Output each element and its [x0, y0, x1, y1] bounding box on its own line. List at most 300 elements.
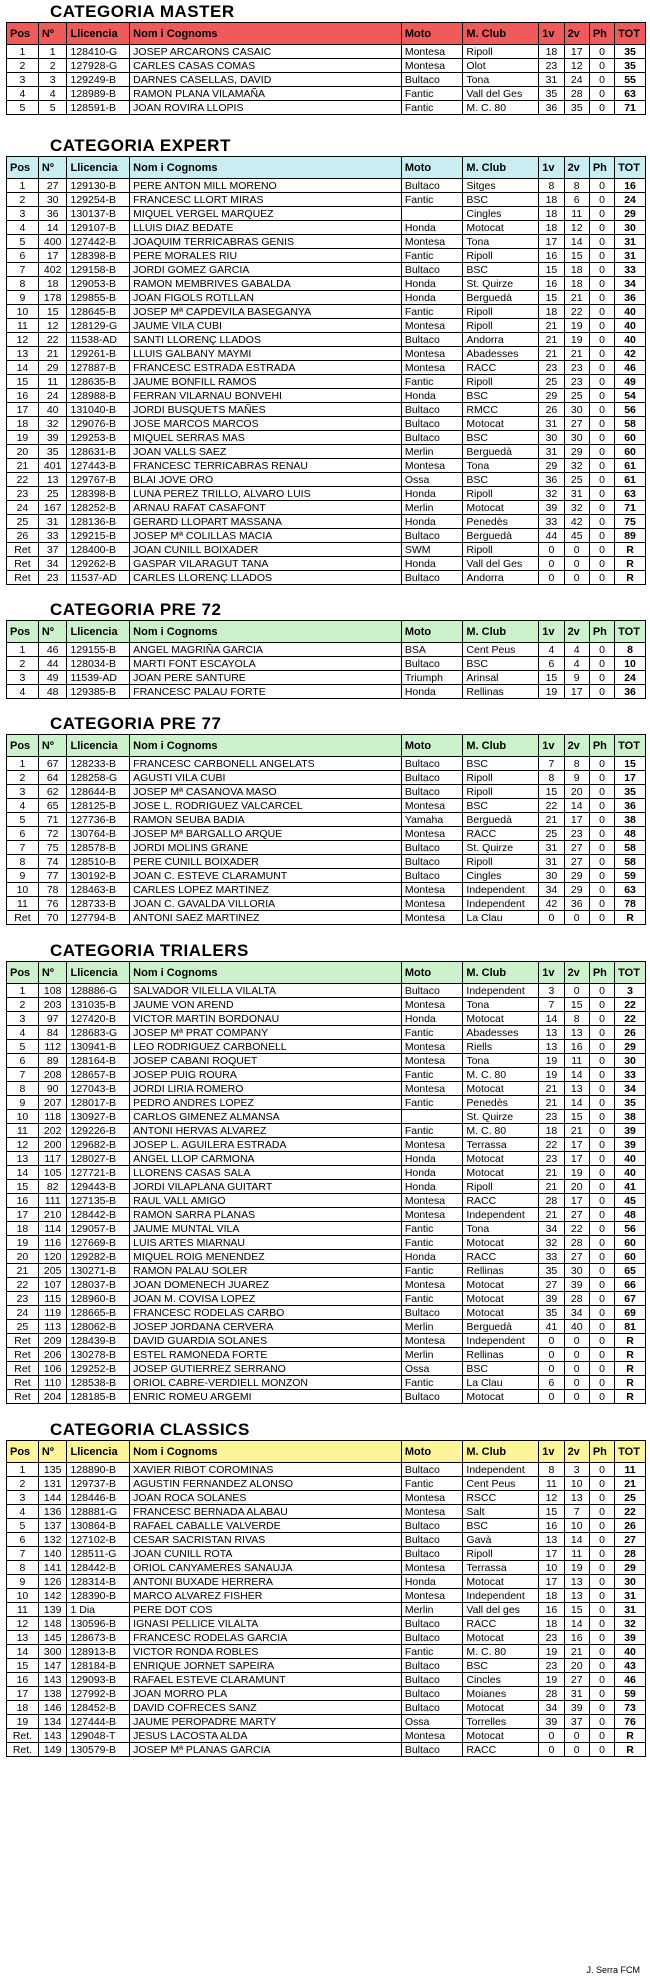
table-cell: Honda [401, 1152, 463, 1166]
table-cell: 19 [539, 1673, 564, 1687]
table-cell: 20 [7, 1250, 39, 1264]
table-cell: 8 [615, 643, 646, 657]
table-cell: 30 [615, 1575, 646, 1589]
table-row [7, 1166, 646, 1180]
table-cell: 0 [589, 207, 614, 221]
table-cell: LLUIS GALBANY MAYMI [130, 347, 402, 361]
table-cell: 30 [564, 1264, 589, 1278]
column-header: 2v [564, 1441, 589, 1463]
category-title: CATEGORIA TRIALERS [50, 941, 249, 960]
column-header: Pos [7, 157, 39, 179]
table-cell: 31 [564, 1687, 589, 1701]
table-cell: 1 [7, 1463, 39, 1477]
table-cell: 129215-B [67, 529, 130, 543]
table-cell: 29 [564, 445, 589, 459]
table-cell: BSC [463, 799, 539, 813]
column-header: 1v [539, 962, 564, 984]
table-cell: Arinsal [463, 671, 539, 685]
table-cell: 23 [7, 487, 39, 501]
table-cell: 6 [564, 193, 589, 207]
table-cell: Merlin [401, 501, 463, 515]
table-row [7, 1645, 646, 1659]
column-header: 2v [564, 621, 589, 643]
table-cell: 127443-B [67, 459, 130, 473]
table-cell: Fantic [401, 1068, 463, 1082]
column-header: Llicencia [67, 621, 130, 643]
table-cell: 17 [564, 1138, 589, 1152]
table-cell: R [615, 1348, 646, 1362]
table-cell: 33 [615, 263, 646, 277]
table-cell: 8 [7, 855, 39, 869]
table-cell: 28 [539, 1194, 564, 1208]
table-cell: 0 [589, 1547, 614, 1561]
table-cell: 2 [7, 59, 39, 73]
table-row [7, 1320, 646, 1334]
table-cell: 3 [539, 984, 564, 998]
table-cell: 8 [564, 1012, 589, 1026]
table-cell: JOSEP Mª CAPDEVILA BASEGANYA [130, 305, 402, 319]
table-cell: 29 [564, 869, 589, 883]
table-cell: 17 [7, 1208, 39, 1222]
table-cell: 36 [539, 473, 564, 487]
table-cell: Ret [7, 557, 39, 571]
table-cell: 23 [539, 361, 564, 375]
table-cell: 400 [38, 235, 67, 249]
table-row [7, 1236, 646, 1250]
table-cell: 30 [564, 403, 589, 417]
table-cell: 21 [615, 1477, 646, 1491]
table-cell: 128442-B [67, 1561, 130, 1575]
table-cell: JOSEP ARCARONS CASAIC [130, 45, 402, 59]
table-cell: 8 [7, 1561, 39, 1575]
table-cell: 23 [539, 1659, 564, 1673]
table-cell: JAUME VON AREND [130, 998, 402, 1012]
table-cell: 0 [589, 417, 614, 431]
table-cell: 130192-B [67, 869, 130, 883]
table-cell: 0 [539, 571, 564, 585]
table-cell: 128913-B [67, 1645, 130, 1659]
column-header: Nº [38, 23, 67, 45]
table-cell: 127736-B [67, 813, 130, 827]
table-cell: 40 [615, 1645, 646, 1659]
table-cell: Bultaco [401, 1547, 463, 1561]
column-header: Pos [7, 621, 39, 643]
table-cell: 0 [539, 1390, 564, 1404]
table-cell: 6 [7, 827, 39, 841]
table-row [7, 73, 646, 87]
table-cell: 129253-B [67, 431, 130, 445]
table-cell: 16 [7, 1194, 39, 1208]
table-cell: 0 [589, 361, 614, 375]
table-cell: Ripoll [463, 855, 539, 869]
table-cell: 0 [589, 305, 614, 319]
table-cell: DAVID GUARDIA SOLANES [130, 1334, 402, 1348]
table-cell: 19 [564, 1561, 589, 1575]
table-cell: 0 [589, 1463, 614, 1477]
table-cell: 36 [38, 207, 67, 221]
table-cell: 0 [589, 1561, 614, 1575]
table-row [7, 998, 646, 1012]
results-table [6, 1440, 646, 1757]
table-cell: 3 [7, 1012, 39, 1026]
table-cell: 31 [539, 445, 564, 459]
table-cell: JOSEP CABANI ROQUET [130, 1054, 402, 1068]
table-cell: 30 [539, 869, 564, 883]
results-document [6, 2, 646, 1757]
table-cell: 13 [564, 1082, 589, 1096]
table-cell: 78 [615, 897, 646, 911]
table-cell: Bultaco [401, 403, 463, 417]
table-cell: Merlin [401, 1348, 463, 1362]
table-cell: 128164-B [67, 1054, 130, 1068]
table-cell: Montesa [401, 1138, 463, 1152]
column-header: Llicencia [67, 23, 130, 45]
table-cell: 0 [589, 1390, 614, 1404]
table-cell: 128314-B [67, 1575, 130, 1589]
table-cell: 46 [38, 643, 67, 657]
column-header: Llicencia [67, 962, 130, 984]
table-cell: Motocat [463, 1236, 539, 1250]
table-cell: RACC [463, 1250, 539, 1264]
table-row [7, 1561, 646, 1575]
table-cell: 17 [564, 813, 589, 827]
table-cell: 14 [564, 1068, 589, 1082]
table-cell: Ossa [401, 473, 463, 487]
table-cell: Yamaha [401, 813, 463, 827]
table-cell: SALVADOR VILELLA VILALTA [130, 984, 402, 998]
table-cell: 10 [539, 1561, 564, 1575]
table-cell: 27 [564, 841, 589, 855]
table-row [7, 277, 646, 291]
table-cell: Honda [401, 487, 463, 501]
table-cell: 17 [7, 1687, 39, 1701]
table-cell: Motocat [463, 1729, 539, 1743]
table-cell: 129252-B [67, 1362, 130, 1376]
table-row [7, 45, 646, 59]
table-cell: JOAN CUNILL ROTA [130, 1547, 402, 1561]
table-cell: 129282-B [67, 1250, 130, 1264]
table-row [7, 571, 646, 585]
table-cell: MARTI FONT ESCAYOLA [130, 657, 402, 671]
table-cell: Fantic [401, 87, 463, 101]
table-cell: 24 [7, 501, 39, 515]
table-cell: 0 [589, 1082, 614, 1096]
table-cell: Ret [7, 1348, 39, 1362]
table-cell: 2 [7, 1477, 39, 1491]
table-row [7, 87, 646, 101]
table-cell: 42 [539, 897, 564, 911]
table-cell: 110 [38, 1376, 67, 1390]
table-cell: 0 [539, 1334, 564, 1348]
column-header: TOT [615, 735, 646, 757]
table-row [7, 473, 646, 487]
table-cell: JORDI GOMEZ GARCIA [130, 263, 402, 277]
table-cell: 29 [38, 361, 67, 375]
table-cell: 0 [589, 1645, 614, 1659]
table-cell: RAMON SARRA PLANAS [130, 1208, 402, 1222]
table-row [7, 657, 646, 671]
table-cell: 5 [7, 1040, 39, 1054]
table-cell: JORDI MOLINS GRANE [130, 841, 402, 855]
table-row [7, 1152, 646, 1166]
table-cell: 2 [7, 771, 39, 785]
table-cell: 128578-B [67, 841, 130, 855]
table-cell: 71 [38, 813, 67, 827]
table-cell: 130764-B [67, 827, 130, 841]
table-cell: Independent [463, 1334, 539, 1348]
table-cell: 33 [539, 515, 564, 529]
table-cell: 1 [7, 179, 39, 193]
table-cell: 14 [539, 1012, 564, 1026]
table-cell: Bultaco [401, 1687, 463, 1701]
table-cell: MIQUEL VERGEL MARQUEZ [130, 207, 402, 221]
table-cell: 13 [539, 1533, 564, 1547]
table-cell: 208 [38, 1068, 67, 1082]
table-cell: 17 [539, 1575, 564, 1589]
table-cell: 129443-B [67, 1180, 130, 1194]
table-cell: 5 [38, 101, 67, 115]
table-row [7, 827, 646, 841]
table-cell: 34 [539, 883, 564, 897]
table-cell: Motocat [463, 501, 539, 515]
table-cell: Fantic [401, 1222, 463, 1236]
table-cell: 33 [615, 1068, 646, 1082]
table-cell: 60 [615, 1250, 646, 1264]
table-cell: 129130-B [67, 179, 130, 193]
table-cell: 14 [564, 799, 589, 813]
table-cell: Ret [7, 911, 39, 925]
table-cell: 21 [539, 1096, 564, 1110]
table-cell: 10 [615, 657, 646, 671]
table-cell: 207 [38, 1096, 67, 1110]
column-header: Moto [401, 621, 463, 643]
table-cell: Montesa [401, 1040, 463, 1054]
table-cell: 1 [38, 45, 67, 59]
table-cell: 9 [7, 291, 39, 305]
table-cell: 0 [539, 1348, 564, 1362]
table-cell: 7 [7, 1547, 39, 1561]
table-cell: 17 [539, 235, 564, 249]
table-cell: IGNASI PELLICE VILALTA [130, 1617, 402, 1631]
table-row [7, 1306, 646, 1320]
table-cell: 0 [589, 1236, 614, 1250]
table-cell: 17 [564, 45, 589, 59]
table-cell: 13 [539, 1040, 564, 1054]
table-cell: 18 [564, 263, 589, 277]
table-cell: Motocat [463, 1575, 539, 1589]
table-row [7, 1096, 646, 1110]
table-cell: 20 [564, 1180, 589, 1194]
table-cell: La Clau [463, 1376, 539, 1390]
table-cell: Bultaco [401, 757, 463, 771]
table-cell: Abadesses [463, 347, 539, 361]
category-section [6, 136, 646, 585]
table-cell: 3 [38, 73, 67, 87]
table-cell: 128665-B [67, 1306, 130, 1320]
table-cell: 0 [589, 855, 614, 869]
table-cell: 0 [589, 1701, 614, 1715]
table-cell: 18 [7, 1701, 39, 1715]
table-cell: 0 [589, 1068, 614, 1082]
table-cell: 11 [38, 375, 67, 389]
table-cell: Montesa [401, 1491, 463, 1505]
table-cell: 39 [564, 1278, 589, 1292]
table-cell: 15 [7, 1659, 39, 1673]
table-cell: 10 [7, 1110, 39, 1124]
table-cell: JOAN DOMENECH JUAREZ [130, 1278, 402, 1292]
table-cell: 63 [615, 487, 646, 501]
table-cell: 128886-G [67, 984, 130, 998]
column-header: Llicencia [67, 1441, 130, 1463]
table-cell: 31 [539, 841, 564, 855]
table-cell: Honda [401, 1180, 463, 1194]
column-header: M. Club [463, 621, 539, 643]
table-row [7, 771, 646, 785]
table-cell: 31 [539, 73, 564, 87]
table-cell: 15 [564, 249, 589, 263]
column-header: M. Club [463, 157, 539, 179]
table-cell: CARLES CASAS COMAS [130, 59, 402, 73]
table-cell: 205 [38, 1264, 67, 1278]
column-header: Ph [589, 1441, 614, 1463]
table-cell: 40 [615, 1166, 646, 1180]
table-cell: 65 [38, 799, 67, 813]
table-cell: 18 [539, 207, 564, 221]
table-cell: 24 [615, 671, 646, 685]
table-cell: Ripoll [463, 785, 539, 799]
table-cell: Honda [401, 557, 463, 571]
table-cell: 129737-B [67, 1477, 130, 1491]
table-cell: 22 [615, 1012, 646, 1026]
table-cell: 59 [615, 869, 646, 883]
table-cell: 15 [539, 671, 564, 685]
table-cell: Bultaco [401, 417, 463, 431]
table-cell: 20 [564, 1659, 589, 1673]
table-cell: 21 [539, 319, 564, 333]
table-cell: 16 [615, 179, 646, 193]
table-cell: Bultaco [401, 1617, 463, 1631]
table-cell: Cent Peus [463, 1477, 539, 1491]
table-cell: JOAN CUNILL BOIXADER [130, 543, 402, 557]
table-cell: 115 [38, 1292, 67, 1306]
table-cell: 0 [589, 1110, 614, 1124]
table-cell: LUIS ARTES MIARNAU [130, 1236, 402, 1250]
table-cell: 129158-B [67, 263, 130, 277]
table-cell: 9 [7, 1096, 39, 1110]
table-row [7, 459, 646, 473]
table-row [7, 1012, 646, 1026]
table-cell: 41 [539, 1320, 564, 1334]
table-cell: 34 [38, 557, 67, 571]
table-cell: RSCC [463, 1491, 539, 1505]
table-cell: 21 [564, 291, 589, 305]
table-cell: 15 [539, 785, 564, 799]
table-cell: 28 [539, 1687, 564, 1701]
table-cell: 7 [539, 757, 564, 771]
table-cell: 401 [38, 459, 67, 473]
table-cell: 18 [539, 221, 564, 235]
table-cell: 21 [539, 347, 564, 361]
table-cell: 46 [615, 1673, 646, 1687]
table-cell: 26 [615, 1026, 646, 1040]
column-header: Ph [589, 23, 614, 45]
table-cell: ENRIQUE JORNET SAPEIRA [130, 1659, 402, 1673]
table-cell: FRANCESC RODELAS CARBO [130, 1306, 402, 1320]
table-row [7, 431, 646, 445]
table-cell: 59 [615, 1687, 646, 1701]
table-cell: R [615, 1390, 646, 1404]
table-cell: 11 [7, 319, 39, 333]
table-cell: 0 [589, 1631, 614, 1645]
table-cell: Rellinas [463, 1264, 539, 1278]
table-cell: 3 [615, 984, 646, 998]
table-cell: 5 [7, 101, 39, 115]
table-cell: 0 [589, 1673, 614, 1687]
table-cell: 136 [38, 1505, 67, 1519]
table-cell: FRANCESC ESTRADA ESTRADA [130, 361, 402, 375]
table-cell: 0 [589, 771, 614, 785]
table-cell: 128034-B [67, 657, 130, 671]
table-cell: Merlin [401, 1320, 463, 1334]
table-cell: Rellinas [463, 685, 539, 699]
table-cell: 129057-B [67, 1222, 130, 1236]
table-row [7, 207, 646, 221]
table-cell: JOAN MORRO PLA [130, 1687, 402, 1701]
table-cell: 35 [539, 87, 564, 101]
table-cell: R [615, 543, 646, 557]
table-cell: 63 [615, 87, 646, 101]
header-row [7, 962, 646, 984]
table-row [7, 305, 646, 319]
table-cell: 0 [564, 1743, 589, 1757]
table-cell: 0 [589, 59, 614, 73]
table-cell: 0 [589, 799, 614, 813]
table-cell: 4 [7, 799, 39, 813]
table-cell: 21 [539, 1208, 564, 1222]
table-cell: Bultaco [401, 333, 463, 347]
table-cell: 0 [589, 179, 614, 193]
table-cell: Tona [463, 1222, 539, 1236]
table-cell: 107 [38, 1278, 67, 1292]
table-cell: 0 [589, 1334, 614, 1348]
table-cell: 3 [7, 785, 39, 799]
table-cell: 0 [589, 1194, 614, 1208]
table-cell: 0 [589, 529, 614, 543]
table-cell: Penedès [463, 1096, 539, 1110]
table-cell: 128645-B [67, 305, 130, 319]
table-cell: 21 [7, 1264, 39, 1278]
column-header: Nº [38, 621, 67, 643]
table-cell: Tona [463, 73, 539, 87]
table-cell: Ret [7, 543, 39, 557]
column-header: Pos [7, 962, 39, 984]
column-header: 2v [564, 735, 589, 757]
table-cell: 16 [539, 277, 564, 291]
table-cell: 23 [539, 1110, 564, 1124]
table-cell: 129155-B [67, 643, 130, 657]
table-cell: Montesa [401, 459, 463, 473]
table-cell: Sitges [463, 179, 539, 193]
column-header: Moto [401, 735, 463, 757]
table-cell: 21 [564, 347, 589, 361]
table-cell: 10 [7, 883, 39, 897]
table-cell: 18 [539, 193, 564, 207]
table-cell: 129767-B [67, 473, 130, 487]
table-cell: 31 [38, 515, 67, 529]
table-cell: 0 [539, 557, 564, 571]
table-cell: Montesa [401, 1194, 463, 1208]
table-cell: 11 [539, 1477, 564, 1491]
